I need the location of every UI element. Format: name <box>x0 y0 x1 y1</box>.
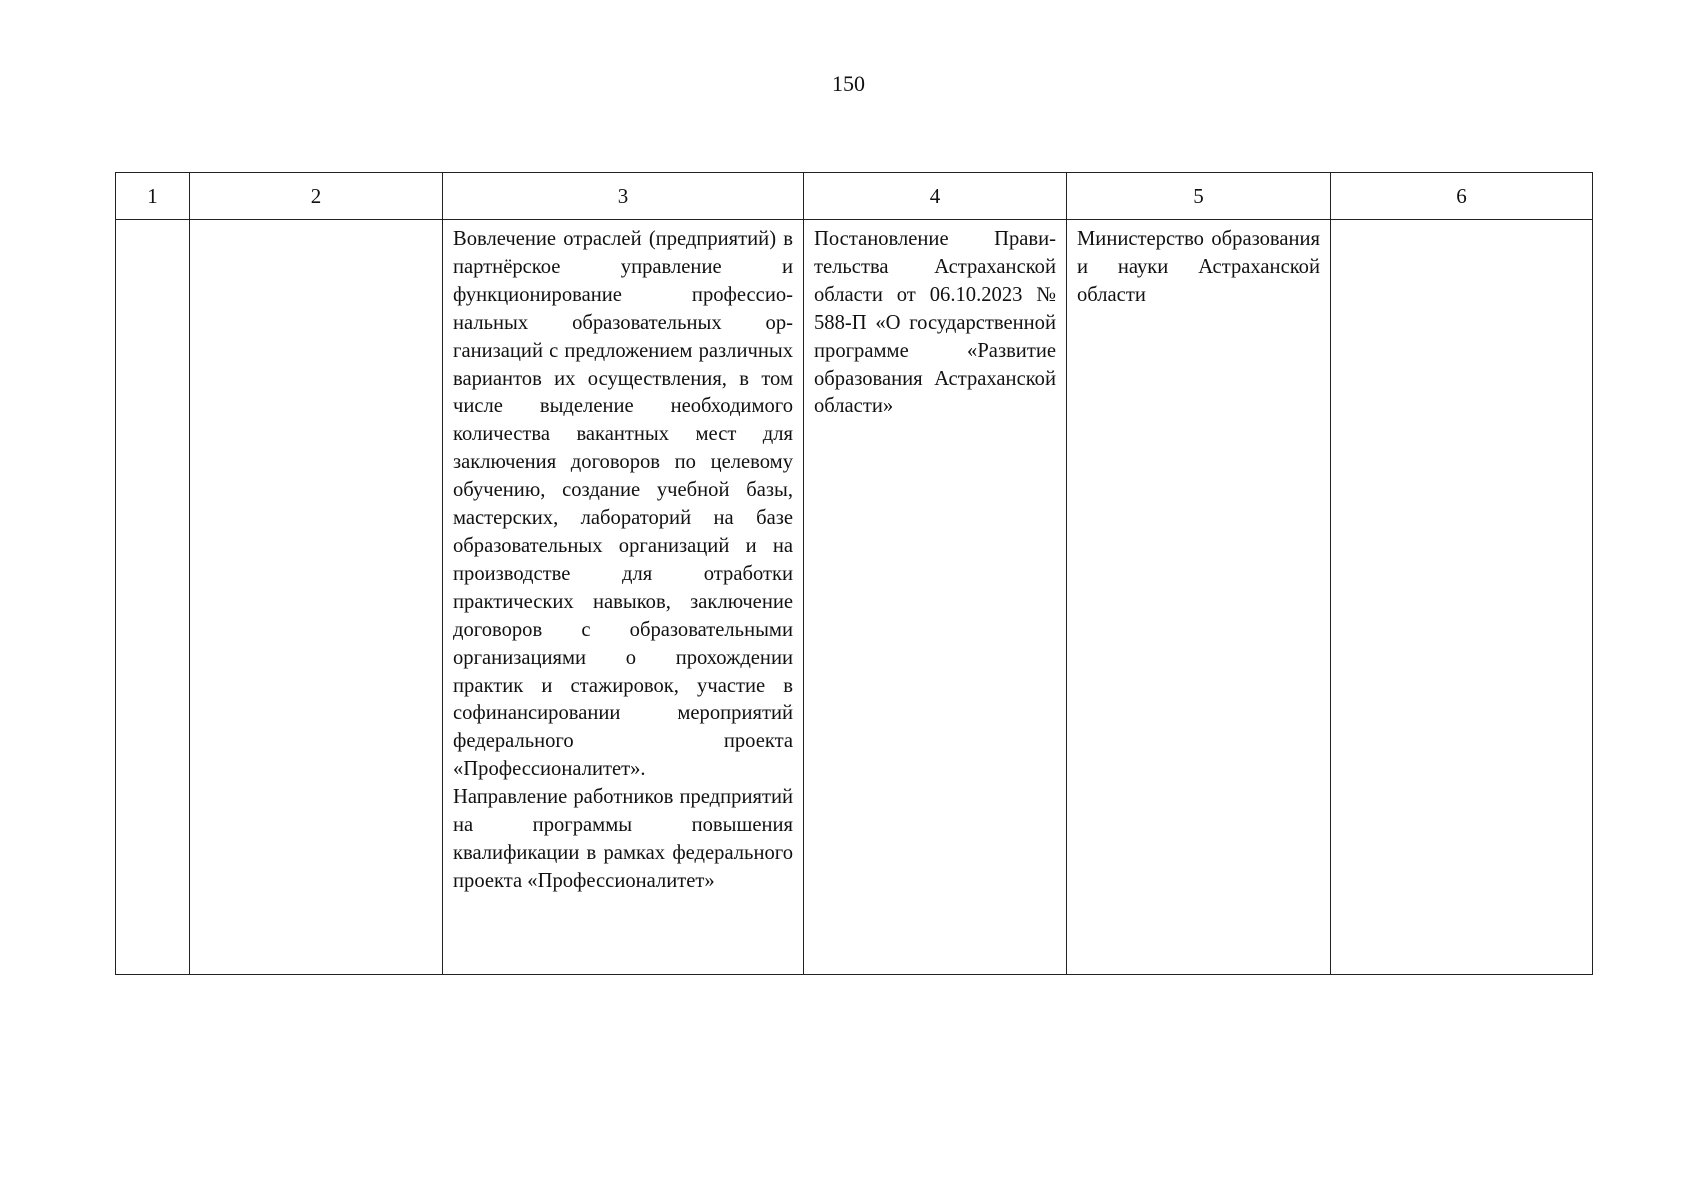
cell-col-3 <box>443 220 804 975</box>
cell-col-6-text <box>1331 220 1592 226</box>
measures-paragraph-2: Направление работников предприятий на программы повышения квалификации в рамках федерального проекта «Профессионалитет» <box>453 786 793 892</box>
cell-col-6 <box>1331 220 1593 975</box>
cell-col-4 <box>804 220 1067 975</box>
cell-col-2-text <box>190 220 442 226</box>
column-header-3: 3 <box>443 173 804 220</box>
page-number: 150 <box>832 71 865 96</box>
cell-col-3-text <box>443 220 803 896</box>
column-header-5: 5 <box>1067 173 1331 220</box>
document-table <box>115 172 1593 975</box>
table-header-row <box>116 173 1593 220</box>
table-row <box>116 220 1593 975</box>
legal-act-text: Постановление Правительства Астраханской области от 06.10.2023 № 588-П «О государственной программе «Развитие образования Астраханской области» <box>814 228 1056 418</box>
cell-col-5 <box>1067 220 1331 975</box>
cell-col-1 <box>116 220 190 975</box>
measures-paragraph-1: Вовлечение отраслей (предприятий) в партнёрское управление и функционирование профессиональных образовательных организаций с предложением различных вариантов их осуществления, в том числе выделение необходимого количества вакантных мест для заключения договоров по целевому обучению, создание учебной базы, мастерских, лабораторий на базе образовательных организаций и на производстве для отработки практических навыков, заключение договоров с образовательными организациями о прохождении практик и стажировок, участие в софинансировании мероприятий федерального проекта «Профессионалитет». <box>453 228 793 781</box>
cell-col-1-text <box>116 220 189 226</box>
column-header-2: 2 <box>190 173 443 220</box>
column-header-4: 4 <box>804 173 1067 220</box>
responsible-body-text: Министерство образования и науки Астраханской области <box>1077 228 1320 306</box>
cell-col-2 <box>190 220 443 975</box>
column-header-1: 1 <box>116 173 190 220</box>
column-header-6: 6 <box>1331 173 1593 220</box>
